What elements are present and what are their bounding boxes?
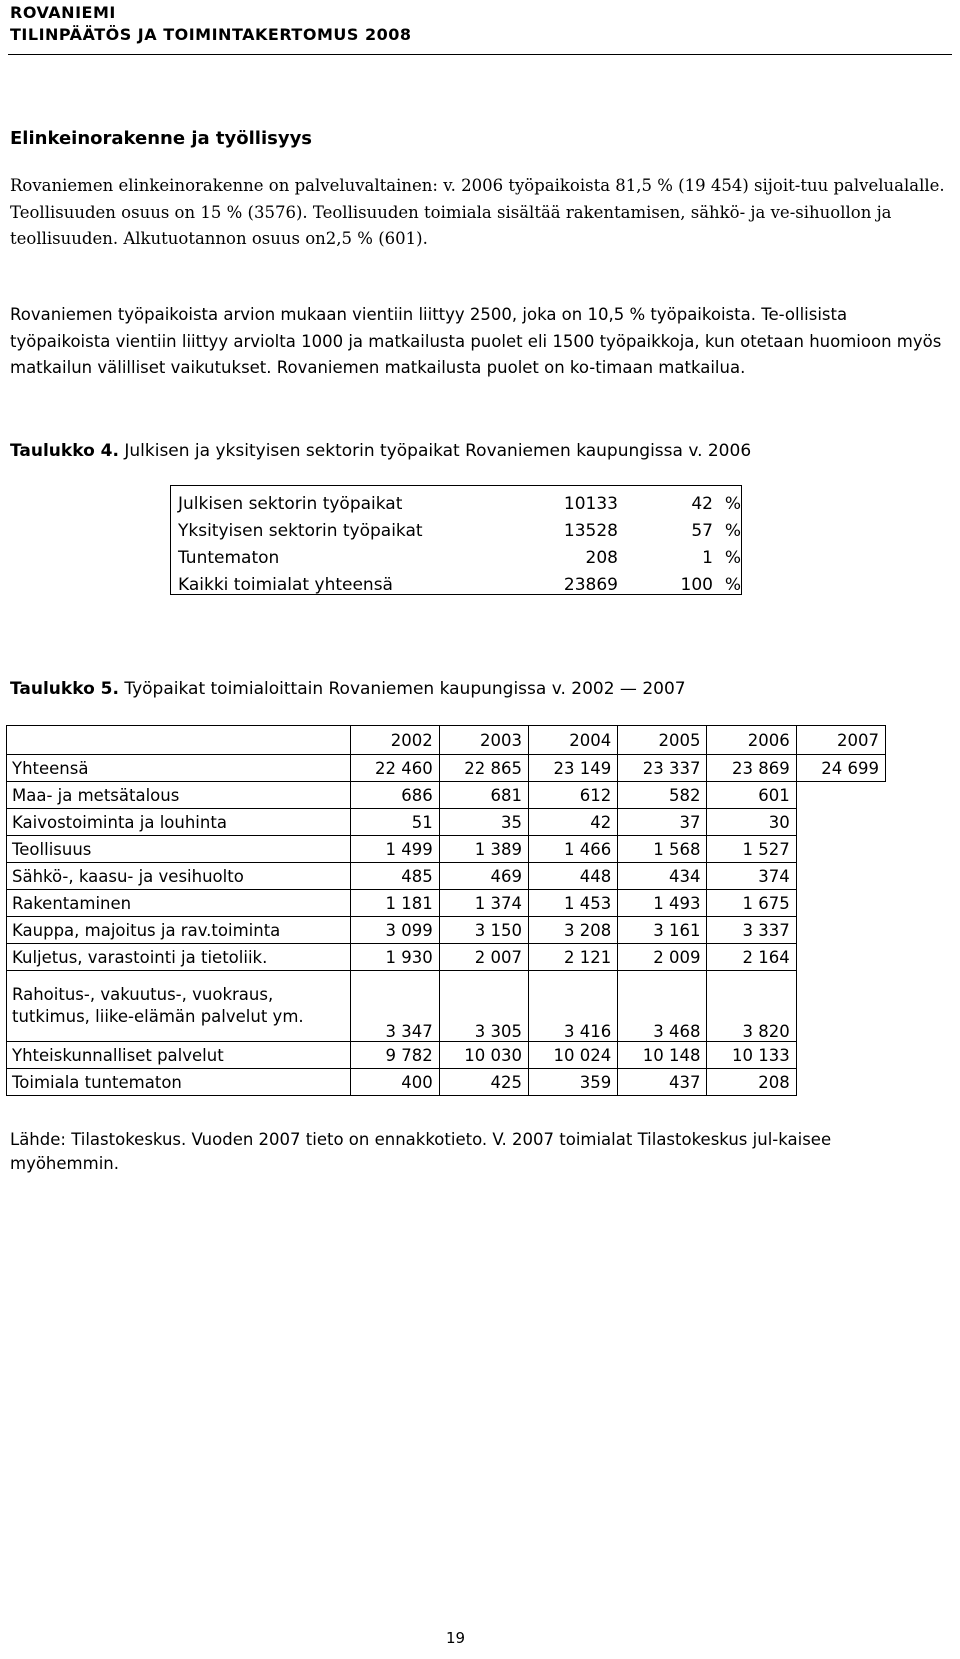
table5-row-label: Rakentaminen [7,890,351,917]
table5-cell: 1 675 [707,890,796,917]
table5-row [7,971,886,1042]
table5-cell: 1 930 [350,944,439,971]
table4-cell-name: Kaikki toimialat yhteensä [178,574,393,595]
table5-caption [10,679,686,699]
table5-cell: 2 121 [529,944,618,971]
table4-cell-count: 208 [585,547,618,568]
table4-cell-pct: 42 [691,493,713,514]
table5-cell: 425 [439,1069,528,1096]
table5-row [7,836,886,863]
page-header [10,2,411,46]
table5-header-row [7,726,886,755]
table5-cell: 3 208 [529,917,618,944]
table5-row [7,944,886,971]
table5-empty-cell [796,890,885,917]
table4-cell-count: 23869 [563,574,618,595]
table5-empty-cell [796,782,885,809]
table5-cell: 448 [529,863,618,890]
table5-year-header: 2002 [350,726,439,755]
paragraph-employment-structure: Rovaniemen elinkeinorakenne on palveluvaltainen: v. 2006 työpaikoista 81,5 % (19 454) sijoit-tuu palvelualalle. Teollisuuden osuus on 15 % (3576). Teollisuuden toimiala sisältää rakentamisen, sähkö- ja ve-sihuollon ja teollisuuden. Alkutuotannon osuus on2,5 % (601). [10,176,945,248]
table5-year-header: 2003 [439,726,528,755]
table5-cell: 23 149 [529,755,618,782]
table4-cell-count: 10133 [563,493,618,514]
table5-cell: 9 782 [350,1042,439,1069]
table4-row [171,544,741,571]
table5-cell: 681 [439,782,528,809]
table5-row [7,1069,886,1096]
table5-cell: 3 337 [707,917,796,944]
table5-row [7,809,886,836]
table5-cell: 2 009 [618,944,707,971]
table4-cell-pct: 1 [702,547,713,568]
table5-row-label: Yhteensä [7,755,351,782]
table5-empty-cell [796,836,885,863]
table5-cell: 1 527 [707,836,796,863]
table5-cell: 374 [707,863,796,890]
table5-row [7,863,886,890]
table5-row-label: Kaivostoiminta ja louhinta [7,809,351,836]
table5-row-label: Yhteiskunnalliset palvelut [7,1042,351,1069]
table5-jobs-by-industry [6,725,886,1096]
table5-row-label: Toimiala tuntematon [7,1069,351,1096]
table5-cell: 10 024 [529,1042,618,1069]
header-divider [8,54,952,55]
table5-header-blank [7,726,351,755]
table5-cell: 23 869 [707,755,796,782]
table5-cell: 23 337 [618,755,707,782]
table5-cell: 3 468 [618,971,707,1042]
table4-label: Taulukko 4. [10,441,119,461]
table5-cell: 208 [707,1069,796,1096]
header-report-title: TILINPÄÄTÖS JA TOIMINTAKERTOMUS 2008 [10,25,412,44]
table4-cell-unit: % [724,547,741,568]
header-city: ROVANIEMI [10,3,116,22]
table5-cell: 3 347 [350,971,439,1042]
table5-cell: 22 865 [439,755,528,782]
source-note: Lähde: Tilastokeskus. Vuoden 2007 tieto on ennakkotieto. V. 2007 toimialat Tilastokeskus jul-kaisee myöhemmin. [10,1130,832,1173]
table5-cell: 22 460 [350,755,439,782]
table5-year-header: 2007 [796,726,885,755]
table5-row [7,782,886,809]
table5-cell: 434 [618,863,707,890]
table4-cell-name: Julkisen sektorin työpaikat [178,493,403,514]
table5-cell: 686 [350,782,439,809]
paragraph-export-jobs: Rovaniemen työpaikoista arvion mukaan vientiin liittyy 2500, joka on 10,5 % työpaikoista. Te-ollisista työpaikoista vientiin liittyy arviolta 1000 ja matkailusta puolet eli 1500 työpaikkoja, kun otetaan huomioon myös matkailun välilliset vaikutukset. Rovaniemen matkailusta puolet on ko-timaan matkailua. [10,305,942,377]
table5-cell: 37 [618,809,707,836]
table5-cell: 30 [707,809,796,836]
table5-cell: 1 493 [618,890,707,917]
table4-cell-name: Tuntematon [178,547,280,568]
table5-cell: 582 [618,782,707,809]
table5-cell: 359 [529,1069,618,1096]
table4-cell-count: 13528 [563,520,618,541]
table5-row-label: Rahoitus-, vakuutus-, vuokraus, tutkimus, liike-elämän palvelut ym. [7,971,351,1042]
table5-cell: 35 [439,809,528,836]
page-number: 19 [446,1629,466,1647]
table5-cell: 1 568 [618,836,707,863]
table5-cell: 1 389 [439,836,528,863]
table5-row-label: Maa- ja metsätalous [7,782,351,809]
table5-row-label: Kauppa, majoitus ja rav.toiminta [7,917,351,944]
table5-title: Työpaikat toimialoittain Rovaniemen kaupungissa v. 2002 — 2007 [124,679,686,699]
table5-cell: 10 148 [618,1042,707,1069]
table5-cell: 400 [350,1069,439,1096]
table5-empty-cell [796,1042,885,1069]
table4-row [171,517,741,544]
table5-cell: 1 453 [529,890,618,917]
table5-empty-cell [796,917,885,944]
table5-label: Taulukko 5. [10,679,119,699]
table4-cell-unit: % [724,493,741,514]
table5-cell: 2 164 [707,944,796,971]
table5-empty-cell [796,863,885,890]
table5-row-label: Sähkö-, kaasu- ja vesihuolto [7,863,351,890]
table4-row [171,571,741,598]
table5-row [7,917,886,944]
table4-row [171,490,741,517]
table5-cell: 612 [529,782,618,809]
table5-empty-cell [796,1069,885,1096]
table5-cell: 3 416 [529,971,618,1042]
table5-cell: 601 [707,782,796,809]
table5-cell: 24 699 [796,755,885,782]
table5-row [7,1042,886,1069]
table5-cell: 2 007 [439,944,528,971]
table5-cell: 1 374 [439,890,528,917]
table5-cell: 3 099 [350,917,439,944]
table5-cell: 437 [618,1069,707,1096]
table5-empty-cell [796,809,885,836]
section-title: Elinkeinorakenne ja työllisyys [10,128,313,149]
table5-row-label: Kuljetus, varastointi ja tietoliik. [7,944,351,971]
table5-year-header: 2004 [529,726,618,755]
table4-cell-name: Yksityisen sektorin työpaikat [178,520,423,541]
table4-title: Julkisen ja yksityisen sektorin työpaikat Rovaniemen kaupungissa v. 2006 [124,441,752,461]
table5-year-header: 2005 [618,726,707,755]
table5-empty-cell [796,971,885,1042]
table5-cell: 3 820 [707,971,796,1042]
table4-cell-unit: % [724,574,741,595]
table5-cell: 51 [350,809,439,836]
table5-cell: 1 181 [350,890,439,917]
table4-caption [10,441,751,461]
table5-cell: 1 499 [350,836,439,863]
table4-sector-jobs [170,485,742,595]
table5-cell: 10 030 [439,1042,528,1069]
table5-cell: 469 [439,863,528,890]
table5-cell: 10 133 [707,1042,796,1069]
table5-cell: 3 161 [618,917,707,944]
table5-row [7,755,886,782]
table5-cell: 485 [350,863,439,890]
table5-cell: 3 150 [439,917,528,944]
table5-grid [6,725,886,1096]
table5-row-label: Teollisuus [7,836,351,863]
table5-empty-cell [796,944,885,971]
table5-row [7,890,886,917]
table4-cell-unit: % [724,520,741,541]
table5-cell: 3 305 [439,971,528,1042]
table4-cell-pct: 57 [691,520,713,541]
table5-cell: 42 [529,809,618,836]
table5-year-header: 2006 [707,726,796,755]
table4-cell-pct: 100 [680,574,713,595]
table5-cell: 1 466 [529,836,618,863]
